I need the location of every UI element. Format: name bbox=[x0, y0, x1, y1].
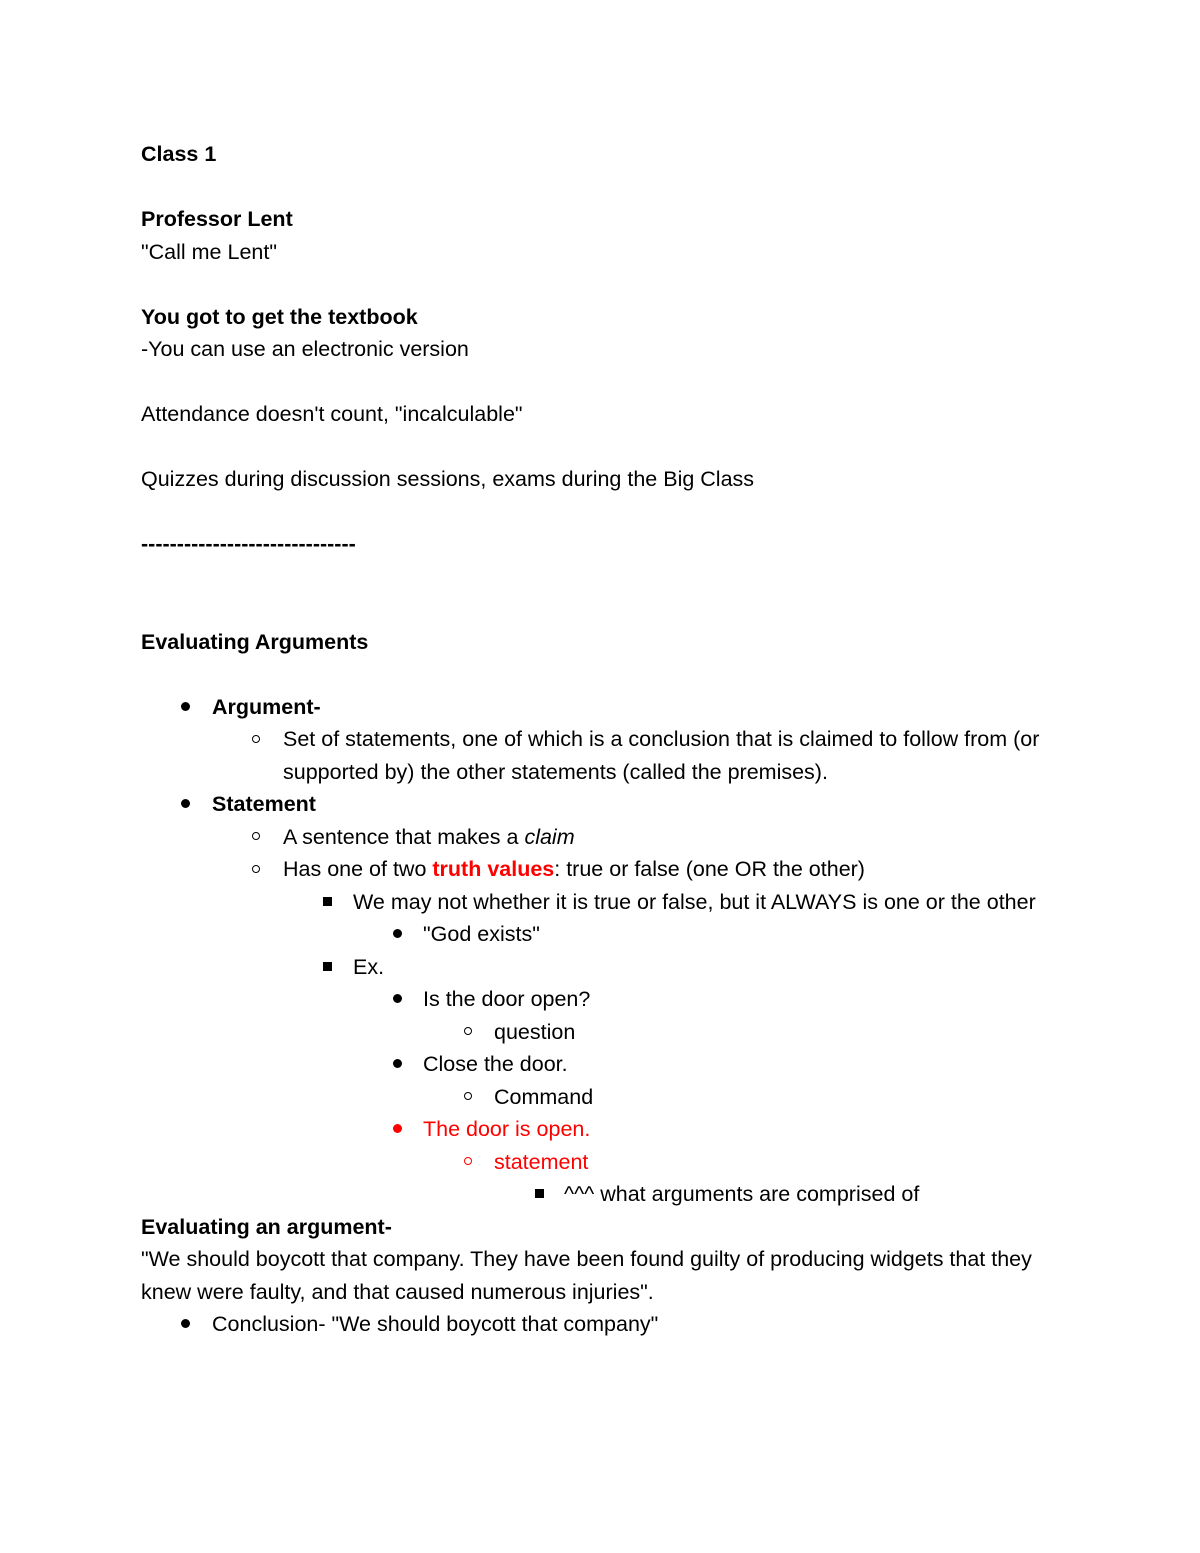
spacer bbox=[141, 658, 1061, 691]
list-item bbox=[141, 821, 1061, 854]
bullet-dot-icon bbox=[387, 1113, 407, 1146]
bullet-circle-icon bbox=[246, 821, 266, 854]
bullet-square-icon bbox=[529, 1178, 549, 1211]
bullet-circle-icon bbox=[458, 1081, 478, 1114]
attendance-note: Attendance doesn't count, "incalculable" bbox=[141, 402, 523, 426]
statement-definition bbox=[283, 821, 1053, 854]
bullet-dot-icon bbox=[175, 1308, 195, 1341]
list-item bbox=[141, 1048, 1061, 1081]
conclusion-item: Conclusion- "We should boycott that company" bbox=[212, 1312, 659, 1336]
bullet-circle-icon bbox=[246, 853, 266, 886]
bullet-circle-icon bbox=[458, 1146, 478, 1179]
spacer bbox=[141, 431, 1061, 464]
comprised-note: ^^^ what arguments are comprised of bbox=[564, 1182, 920, 1206]
boycott-quote: "We should boycott that company. They have been found guilty of producing widgets that they knew were faulty, and that caused numerous injuries". bbox=[141, 1247, 1032, 1304]
list-item bbox=[141, 951, 1061, 984]
document-page bbox=[141, 138, 1061, 1341]
list-item bbox=[141, 1016, 1061, 1049]
statement-label: Statement bbox=[212, 792, 316, 816]
list-item bbox=[141, 1308, 1061, 1341]
spacer bbox=[141, 496, 1061, 529]
list-item bbox=[141, 1178, 1061, 1211]
professor-heading: Professor Lent bbox=[141, 207, 293, 231]
god-exists-example: "God exists" bbox=[423, 922, 540, 946]
list-item bbox=[141, 723, 1061, 788]
list-item bbox=[141, 853, 1061, 886]
evaluating-arguments-heading: Evaluating Arguments bbox=[141, 629, 369, 654]
bullet-dot-icon bbox=[175, 788, 195, 821]
door-is-open-example: The door is open. bbox=[423, 1117, 591, 1141]
bullet-circle-icon bbox=[458, 1016, 478, 1049]
list-item bbox=[141, 788, 1061, 821]
claim-word: claim bbox=[524, 824, 575, 849]
class-title: Class 1 bbox=[141, 142, 217, 166]
list-item bbox=[141, 1081, 1061, 1114]
close-door-example: Close the door. bbox=[423, 1052, 568, 1076]
argument-label: Argument- bbox=[212, 694, 321, 719]
bullet-dot-icon bbox=[387, 1048, 407, 1081]
truth-prefix: Has one of two bbox=[283, 857, 433, 881]
ex-label: Ex. bbox=[353, 954, 385, 979]
bullet-circle-icon bbox=[246, 723, 266, 756]
spacer bbox=[141, 171, 1061, 204]
argument-definition: Set of statements, one of which is a conclusion that is claimed to follow from (or supported by) the other statements (called the premises). bbox=[283, 727, 1040, 784]
spacer bbox=[141, 366, 1061, 399]
question-label: question bbox=[494, 1019, 576, 1044]
textbook-heading: You got to get the textbook bbox=[141, 304, 418, 329]
statement-example-label: statement bbox=[494, 1149, 589, 1174]
spacer bbox=[141, 268, 1061, 301]
spacer bbox=[141, 593, 1061, 626]
spacer bbox=[141, 561, 1061, 594]
section-divider: ------------------------------ bbox=[141, 532, 356, 556]
quizzes-note: Quizzes during discussion sessions, exams during the Big Class bbox=[141, 467, 755, 491]
truth-values-line bbox=[283, 853, 1053, 886]
list-item bbox=[141, 691, 1061, 724]
list-item bbox=[141, 886, 1061, 919]
bullet-dot-icon bbox=[387, 983, 407, 1016]
textbook-note: -You can use an electronic version bbox=[141, 337, 469, 361]
bullet-square-icon bbox=[317, 886, 337, 919]
statement-def-prefix: A sentence that makes a bbox=[283, 824, 525, 849]
bullet-square-icon bbox=[317, 951, 337, 984]
list-item bbox=[141, 918, 1061, 951]
command-label: Command bbox=[494, 1084, 594, 1109]
list-item bbox=[141, 1113, 1061, 1146]
truth-values-term: truth values bbox=[432, 857, 555, 881]
bullet-dot-icon bbox=[387, 918, 407, 951]
may-not-note: We may not whether it is true or false, but it ALWAYS is one or the other bbox=[353, 889, 1036, 914]
list-item bbox=[141, 1146, 1061, 1179]
truth-suffix: : true or false (one OR the other) bbox=[554, 857, 865, 881]
door-open-question: Is the door open? bbox=[423, 987, 591, 1011]
evaluating-an-argument-heading: Evaluating an argument- bbox=[141, 1214, 392, 1239]
bullet-dot-icon bbox=[175, 691, 195, 724]
professor-quote: "Call me Lent" bbox=[141, 239, 277, 264]
list-item bbox=[141, 983, 1061, 1016]
